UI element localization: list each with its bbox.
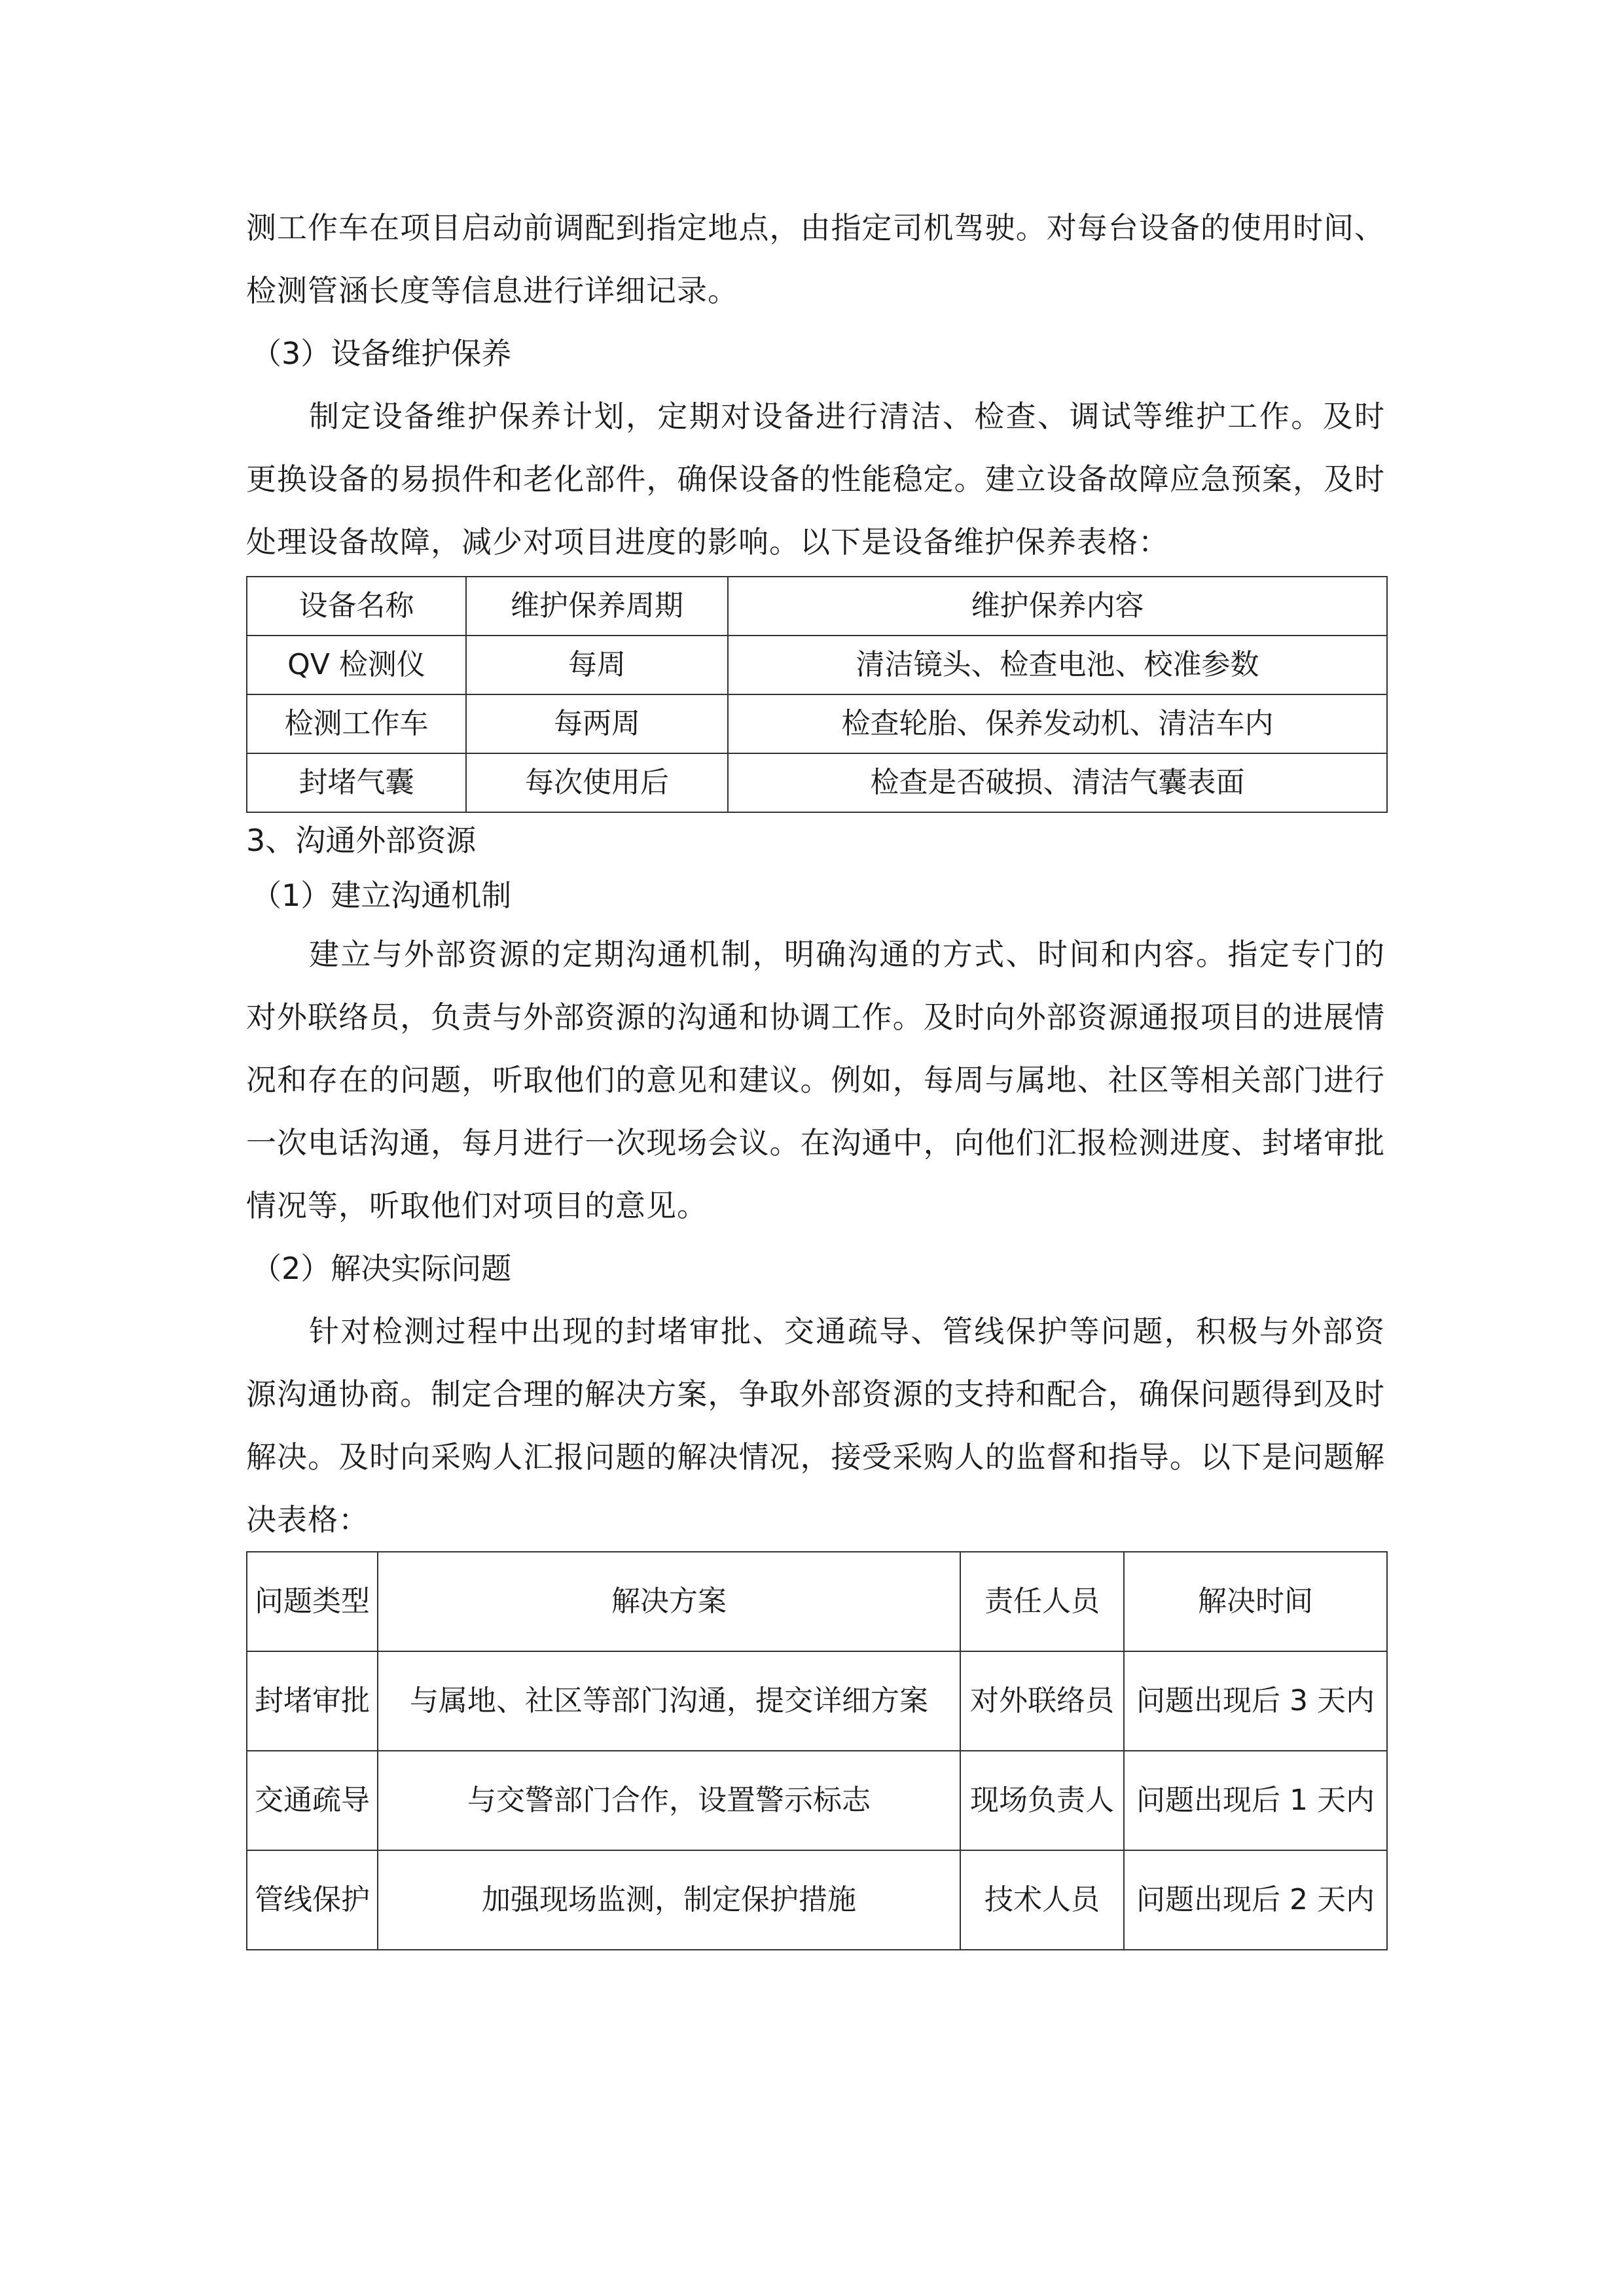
- header-solution: 解决方案: [378, 1552, 960, 1651]
- table-cell: 交通疏导: [247, 1751, 378, 1850]
- table-header-row: [247, 577, 1387, 636]
- header-resolve-time: 解决时间: [1124, 1552, 1387, 1651]
- table-cell: 技术人员: [960, 1850, 1124, 1950]
- table-cell: QV 检测仪: [247, 636, 466, 694]
- document-page: [246, 196, 1385, 1950]
- table-cell: 问题出现后 2 天内: [1124, 1850, 1387, 1950]
- table-row: [247, 1751, 1387, 1850]
- table-cell: 封堵审批: [247, 1651, 378, 1751]
- paragraph-communication-mechanism: 建立与外部资源的定期沟通机制，明确沟通的方式、时间和内容。指定专门的对外联络员，负责与外部资源的沟通和协调工作。及时向外部资源通报项目的进展情况和存在的问题，听取他们的意见和建议。例如，每周与属地、社区等相关部门进行一次电话沟通，每月进行一次现场会议。在沟通中，向他们汇报检测进度、封堵审批情况等，听取他们对项目的意见。: [246, 937, 1385, 1223]
- problem-table: [246, 1551, 1388, 1950]
- table-cell: 管线保护: [247, 1850, 378, 1950]
- table-cell: 清洁镜头、检查电池、校准参数: [728, 636, 1387, 694]
- table-cell: 检查是否破损、清洁气囊表面: [728, 753, 1387, 812]
- table-cell: 与交警部门合作，设置警示标志: [378, 1751, 960, 1850]
- paragraph-equipment-usage: 测工作车在项目启动前调配到指定地点，由指定司机驾驶。对每台设备的使用时间、检测管涵长度等信息进行详细记录。: [246, 210, 1385, 308]
- header-problem-type: 问题类型: [247, 1552, 378, 1651]
- table-cell: 每两周: [466, 694, 728, 753]
- table-row: [247, 1651, 1387, 1751]
- header-maintenance-cycle: 维护保养周期: [466, 577, 728, 636]
- table-row: [247, 636, 1387, 694]
- table-cell: 每次使用后: [466, 753, 728, 812]
- table-row: [247, 753, 1387, 812]
- table-cell: 现场负责人: [960, 1751, 1124, 1850]
- header-responsible-person: 责任人员: [960, 1552, 1124, 1651]
- table-cell: 与属地、社区等部门沟通，提交详细方案: [378, 1651, 960, 1751]
- header-maintenance-content: 维护保养内容: [728, 577, 1387, 636]
- heading-solve-problems: （2）解决实际问题: [251, 1251, 512, 1286]
- heading-communicate-external: 3、沟通外部资源: [246, 823, 477, 858]
- heading-equipment-maintenance: （3）设备维护保养: [251, 336, 512, 371]
- table-cell: 问题出现后 1 天内: [1124, 1751, 1387, 1850]
- table-cell: 封堵气囊: [247, 753, 466, 812]
- header-equipment-name: 设备名称: [247, 577, 466, 636]
- table-row: [247, 1850, 1387, 1950]
- heading-communication-mechanism: （1）建立沟通机制: [251, 878, 512, 913]
- table-cell: 检测工作车: [247, 694, 466, 753]
- table-cell: 问题出现后 3 天内: [1124, 1651, 1387, 1751]
- table-header-row: [247, 1552, 1387, 1651]
- maintenance-table: [246, 576, 1388, 813]
- paragraph-maintenance-plan: 制定设备维护保养计划，定期对设备进行清洁、检查、调试等维护工作。及时更换设备的易损件和老化部件，确保设备的性能稳定。建立设备故障应急预案，及时处理设备故障，减少对项目进度的影响。以下是设备维护保养表格：: [246, 399, 1385, 560]
- table-cell: 检查轮胎、保养发动机、清洁车内: [728, 694, 1387, 753]
- paragraph-solve-problems: 针对检测过程中出现的封堵审批、交通疏导、管线保护等问题，积极与外部资源沟通协商。制定合理的解决方案，争取外部资源的支持和配合，确保问题得到及时解决。及时向采购人汇报问题的解决情况，接受采购人的监督和指导。以下是问题解决表格：: [246, 1314, 1385, 1537]
- table-cell: 加强现场监测，制定保护措施: [378, 1850, 960, 1950]
- table-cell: 对外联络员: [960, 1651, 1124, 1751]
- table-cell: 每周: [466, 636, 728, 694]
- table-row: [247, 694, 1387, 753]
